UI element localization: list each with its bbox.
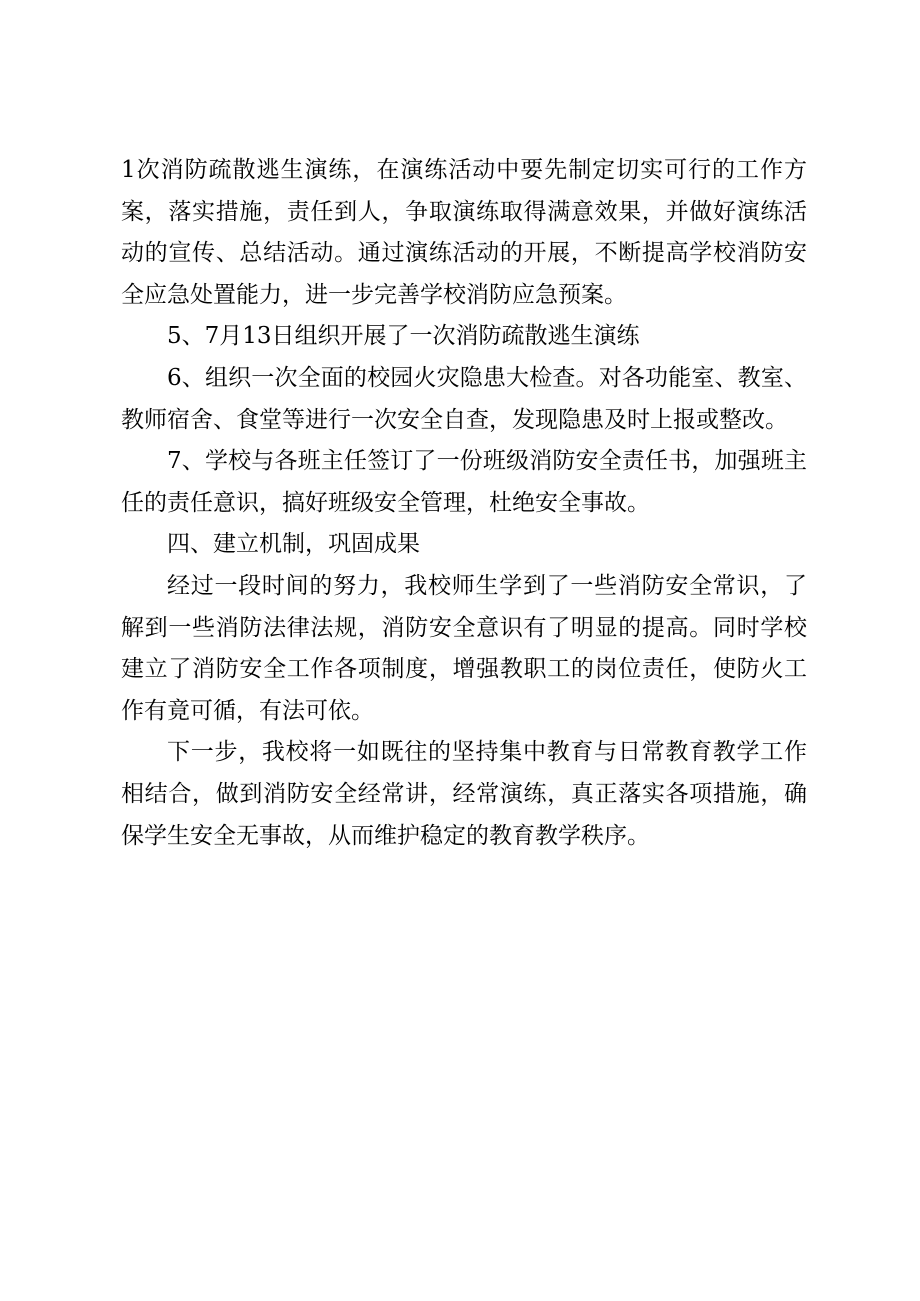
- paragraph-drill-plan: 1次消防疏散逃生演练，在演练活动中要先制定切实可行的工作方案，落实措施，责任到人，争取演练取得满意效果，并做好演练活动的宣传、总结活动。通过演练活动的开展，不断提高学校消防安全应急处置能力，进一步完善学校消防应急预案。: [121, 157, 807, 308]
- paragraph-item-5: 5、7月13日组织开展了一次消防疏散逃生演练: [167, 323, 640, 350]
- section-heading-4: 四、建立机制，巩固成果: [167, 531, 420, 558]
- paragraph-item-7: 7、学校与各班主任签订了一份班级消防安全责任书，加强班主任的责任意识，搞好班级安全管理，杜绝安全事故。: [121, 448, 807, 516]
- document-body: [121, 150, 807, 857]
- paragraph-next-steps: 下一步，我校将一如既往的坚持集中教育与日常教育教学工作相结合，做到消防安全经常讲，经常演练，真正落实各项措施，确保学生安全无事故，从而维护稳定的教育教学秩序。: [121, 739, 807, 849]
- paragraph-item-6: 6、组织一次全面的校园火灾隐患大检查。对各功能室、教室、教师宿舍、食堂等进行一次安全自查，发现隐患及时上报或整改。: [121, 364, 807, 433]
- paragraph-results: 经过一段时间的努力，我校师生学到了一些消防安全常识，了解到一些消防法律法规，消防安全意识有了明显的提高。同时学校建立了消防安全工作各项制度，增强教职工的岗位责任，使防火工作有竟可循，有法可依。: [121, 572, 807, 724]
